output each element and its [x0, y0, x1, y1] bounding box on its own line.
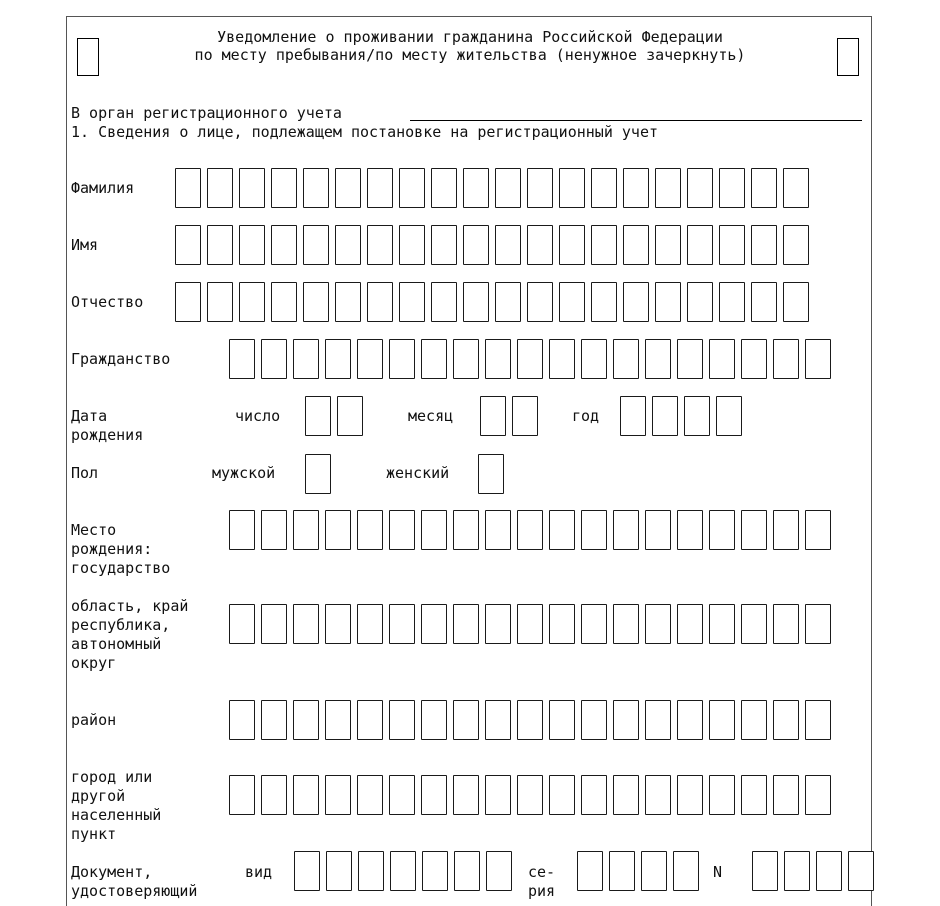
char-cell[interactable]	[293, 700, 319, 740]
char-cell[interactable]	[463, 168, 489, 208]
char-cell[interactable]	[783, 168, 809, 208]
district-boxes[interactable]	[229, 700, 831, 740]
char-cell[interactable]	[613, 775, 639, 815]
city-label-2: другой	[71, 787, 126, 805]
char-cell[interactable]	[175, 282, 201, 322]
char-cell[interactable]	[337, 396, 363, 436]
char-cell[interactable]	[816, 851, 842, 891]
char-cell[interactable]	[326, 851, 352, 891]
patronymic-boxes[interactable]	[175, 282, 809, 322]
char-cell[interactable]	[687, 225, 713, 265]
char-cell[interactable]	[453, 604, 479, 644]
char-cell[interactable]	[623, 282, 649, 322]
char-cell[interactable]	[549, 700, 575, 740]
char-cell[interactable]	[581, 339, 607, 379]
char-cell[interactable]	[783, 282, 809, 322]
char-cell[interactable]	[805, 775, 831, 815]
name-label: Имя	[71, 236, 99, 254]
char-cell[interactable]	[453, 700, 479, 740]
char-cell[interactable]	[421, 510, 447, 550]
sex-female-box[interactable]	[478, 454, 504, 494]
char-cell[interactable]	[655, 168, 681, 208]
patronymic-label: Отчество	[71, 293, 144, 311]
char-cell[interactable]	[709, 339, 735, 379]
char-cell[interactable]	[677, 604, 703, 644]
char-cell[interactable]	[175, 168, 201, 208]
char-cell[interactable]	[207, 168, 233, 208]
sex-female-label: женский	[386, 464, 450, 482]
char-cell[interactable]	[620, 396, 646, 436]
organ-input-line[interactable]	[410, 120, 862, 121]
char-cell[interactable]	[719, 282, 745, 322]
document-series-label-1: се-	[528, 863, 556, 881]
char-cell[interactable]	[421, 604, 447, 644]
char-cell[interactable]	[480, 396, 506, 436]
sex-label: Пол	[71, 464, 99, 482]
citizenship-boxes[interactable]	[229, 339, 831, 379]
char-cell[interactable]	[399, 168, 425, 208]
char-cell[interactable]	[271, 225, 297, 265]
char-cell[interactable]	[175, 225, 201, 265]
sex-male-box[interactable]	[305, 454, 331, 494]
char-cell[interactable]	[399, 225, 425, 265]
char-cell[interactable]	[673, 851, 699, 891]
char-cell[interactable]	[517, 700, 543, 740]
char-cell[interactable]	[784, 851, 810, 891]
char-cell[interactable]	[741, 339, 767, 379]
document-series-label-2: рия	[528, 882, 556, 900]
char-cell[interactable]	[367, 282, 393, 322]
char-cell[interactable]	[357, 700, 383, 740]
char-cell[interactable]	[453, 775, 479, 815]
char-cell[interactable]	[229, 339, 255, 379]
char-cell[interactable]	[677, 700, 703, 740]
char-cell[interactable]	[559, 282, 585, 322]
char-cell[interactable]	[805, 700, 831, 740]
char-cell[interactable]	[591, 282, 617, 322]
char-cell[interactable]	[389, 775, 415, 815]
char-cell[interactable]	[591, 225, 617, 265]
char-cell[interactable]	[623, 225, 649, 265]
char-cell[interactable]	[478, 454, 504, 494]
char-cell[interactable]	[239, 168, 265, 208]
birth-day-label: число	[235, 407, 281, 425]
city-label-3: населенный	[71, 806, 162, 824]
char-cell[interactable]	[591, 168, 617, 208]
document-kind-boxes[interactable]	[294, 851, 512, 891]
organ-label: В орган регистрационного учета	[71, 104, 342, 122]
char-cell[interactable]	[421, 700, 447, 740]
char-cell[interactable]	[773, 339, 799, 379]
char-cell[interactable]	[390, 851, 416, 891]
char-cell[interactable]	[389, 339, 415, 379]
char-cell[interactable]	[357, 775, 383, 815]
birthplace-country-boxes[interactable]	[229, 510, 831, 550]
char-cell[interactable]	[641, 851, 667, 891]
char-cell[interactable]	[495, 225, 521, 265]
char-cell[interactable]	[805, 604, 831, 644]
city-boxes[interactable]	[229, 775, 831, 815]
char-cell[interactable]	[229, 775, 255, 815]
sex-male-label: мужской	[212, 464, 276, 482]
char-cell[interactable]	[805, 510, 831, 550]
char-cell[interactable]	[335, 225, 361, 265]
char-cell[interactable]	[325, 775, 351, 815]
name-boxes[interactable]	[175, 225, 809, 265]
char-cell[interactable]	[229, 510, 255, 550]
char-cell[interactable]	[609, 851, 635, 891]
document-label-1: Документ,	[71, 863, 153, 881]
form-title-line2: по месту пребывания/по месту жительства (ненужное зачеркнуть)	[194, 46, 746, 64]
char-cell[interactable]	[512, 396, 538, 436]
birth-date-label-2: рождения	[71, 426, 144, 444]
char-cell[interactable]	[261, 775, 287, 815]
char-cell[interactable]	[486, 851, 512, 891]
birth-month-label: месяц	[408, 407, 454, 425]
char-cell[interactable]	[261, 604, 287, 644]
char-cell[interactable]	[463, 282, 489, 322]
char-cell[interactable]	[495, 282, 521, 322]
char-cell[interactable]	[581, 604, 607, 644]
char-cell[interactable]	[431, 168, 457, 208]
char-cell[interactable]	[454, 851, 480, 891]
char-cell[interactable]	[645, 339, 671, 379]
section1-title: 1. Сведения о лице, подлежащем постановке на регистрационный учет	[71, 123, 658, 141]
char-cell[interactable]	[655, 282, 681, 322]
document-number-label: N	[713, 863, 723, 881]
char-cell[interactable]	[577, 851, 603, 891]
char-cell[interactable]	[485, 604, 511, 644]
region-label-4: округ	[71, 654, 117, 672]
char-cell[interactable]	[261, 510, 287, 550]
region-label-3: автономный	[71, 635, 162, 653]
char-cell[interactable]	[261, 700, 287, 740]
char-cell[interactable]	[709, 775, 735, 815]
char-cell[interactable]	[207, 282, 233, 322]
char-cell[interactable]	[517, 339, 543, 379]
char-cell[interactable]	[549, 775, 575, 815]
char-cell[interactable]	[325, 510, 351, 550]
char-cell[interactable]	[294, 851, 320, 891]
char-cell[interactable]	[357, 604, 383, 644]
char-cell[interactable]	[293, 775, 319, 815]
char-cell[interactable]	[357, 339, 383, 379]
char-cell[interactable]	[527, 225, 553, 265]
char-cell[interactable]	[805, 339, 831, 379]
char-cell[interactable]	[709, 700, 735, 740]
birthplace-label-3: государство	[71, 559, 171, 577]
char-cell[interactable]	[463, 225, 489, 265]
char-cell[interactable]	[358, 851, 384, 891]
char-cell[interactable]	[207, 225, 233, 265]
char-cell[interactable]	[581, 775, 607, 815]
char-cell[interactable]	[655, 225, 681, 265]
char-cell[interactable]	[716, 396, 742, 436]
char-cell[interactable]	[687, 282, 713, 322]
char-cell[interactable]	[517, 510, 543, 550]
char-cell[interactable]	[741, 604, 767, 644]
city-label-4: пункт	[71, 825, 117, 843]
char-cell[interactable]	[549, 604, 575, 644]
char-cell[interactable]	[709, 510, 735, 550]
char-cell[interactable]	[485, 775, 511, 815]
char-cell[interactable]	[645, 510, 671, 550]
region-label-2: республика,	[71, 616, 171, 634]
char-cell[interactable]	[335, 282, 361, 322]
region-label-1: область, край	[71, 597, 189, 615]
char-cell[interactable]	[293, 510, 319, 550]
char-cell[interactable]	[773, 700, 799, 740]
char-cell[interactable]	[527, 168, 553, 208]
char-cell[interactable]	[677, 775, 703, 815]
char-cell[interactable]	[239, 282, 265, 322]
char-cell[interactable]	[652, 396, 678, 436]
char-cell[interactable]	[613, 700, 639, 740]
char-cell[interactable]	[422, 851, 448, 891]
char-cell[interactable]	[271, 168, 297, 208]
char-cell[interactable]	[421, 775, 447, 815]
char-cell[interactable]	[623, 168, 649, 208]
char-cell[interactable]	[581, 510, 607, 550]
char-cell[interactable]	[687, 168, 713, 208]
char-cell[interactable]	[783, 225, 809, 265]
char-cell[interactable]	[773, 510, 799, 550]
char-cell[interactable]	[751, 168, 777, 208]
char-cell[interactable]	[453, 510, 479, 550]
char-cell[interactable]	[389, 510, 415, 550]
document-number-boxes[interactable]	[752, 851, 874, 891]
document-series-boxes[interactable]	[577, 851, 699, 891]
char-cell[interactable]	[773, 775, 799, 815]
char-cell[interactable]	[517, 775, 543, 815]
char-cell[interactable]	[719, 225, 745, 265]
char-cell[interactable]	[517, 604, 543, 644]
char-cell[interactable]	[271, 282, 297, 322]
district-label: район	[71, 711, 117, 729]
form-title-line1: Уведомление о проживании гражданина Российской Федерации	[217, 28, 723, 46]
surname-boxes[interactable]	[175, 168, 809, 208]
region-boxes[interactable]	[229, 604, 831, 644]
char-cell[interactable]	[335, 168, 361, 208]
char-cell[interactable]	[684, 396, 710, 436]
birthplace-label-2: рождения:	[71, 540, 153, 558]
char-cell[interactable]	[719, 168, 745, 208]
char-cell[interactable]	[559, 225, 585, 265]
char-cell[interactable]	[453, 339, 479, 379]
form-frame	[66, 16, 872, 906]
char-cell[interactable]	[357, 510, 383, 550]
citizenship-label: Гражданство	[71, 350, 171, 368]
birth-date-label-1: Дата	[71, 407, 108, 425]
char-cell[interactable]	[677, 510, 703, 550]
char-cell[interactable]	[431, 282, 457, 322]
char-cell[interactable]	[773, 604, 799, 644]
char-cell[interactable]	[559, 168, 585, 208]
char-cell[interactable]	[549, 510, 575, 550]
char-cell[interactable]	[303, 168, 329, 208]
city-label-1: город или	[71, 768, 153, 786]
char-cell[interactable]	[293, 604, 319, 644]
char-cell[interactable]	[431, 225, 457, 265]
char-cell[interactable]	[613, 604, 639, 644]
char-cell[interactable]	[325, 339, 351, 379]
char-cell[interactable]	[421, 339, 447, 379]
char-cell[interactable]	[645, 604, 671, 644]
char-cell[interactable]	[389, 604, 415, 644]
char-cell[interactable]	[229, 604, 255, 644]
char-cell[interactable]	[741, 700, 767, 740]
char-cell[interactable]	[261, 339, 287, 379]
char-cell[interactable]	[399, 282, 425, 322]
char-cell[interactable]	[485, 339, 511, 379]
char-cell[interactable]	[293, 339, 319, 379]
char-cell[interactable]	[613, 339, 639, 379]
char-cell[interactable]	[645, 775, 671, 815]
char-cell[interactable]	[549, 339, 575, 379]
char-cell[interactable]	[677, 339, 703, 379]
birth-year-boxes[interactable]	[620, 396, 742, 436]
birthplace-label-1: Место	[71, 521, 117, 539]
char-cell[interactable]	[527, 282, 553, 322]
char-cell[interactable]	[305, 396, 331, 436]
char-cell[interactable]	[325, 700, 351, 740]
char-cell[interactable]	[325, 604, 351, 644]
char-cell[interactable]	[367, 168, 393, 208]
char-cell[interactable]	[485, 510, 511, 550]
char-cell[interactable]	[229, 700, 255, 740]
document-label-2: удостоверяющий	[71, 882, 198, 900]
birth-day-boxes[interactable]	[305, 396, 363, 436]
char-cell[interactable]	[741, 775, 767, 815]
char-cell[interactable]	[495, 168, 521, 208]
birth-year-label: год	[572, 407, 600, 425]
char-cell[interactable]	[645, 700, 671, 740]
char-cell[interactable]	[367, 225, 393, 265]
char-cell[interactable]	[305, 454, 331, 494]
birth-month-boxes[interactable]	[480, 396, 538, 436]
char-cell[interactable]	[389, 700, 415, 740]
char-cell[interactable]	[303, 225, 329, 265]
char-cell[interactable]	[485, 700, 511, 740]
char-cell[interactable]	[709, 604, 735, 644]
char-cell[interactable]	[751, 225, 777, 265]
char-cell[interactable]	[741, 510, 767, 550]
char-cell[interactable]	[303, 282, 329, 322]
char-cell[interactable]	[239, 225, 265, 265]
surname-label: Фамилия	[71, 179, 135, 197]
char-cell[interactable]	[751, 282, 777, 322]
char-cell[interactable]	[752, 851, 778, 891]
char-cell[interactable]	[613, 510, 639, 550]
document-kind-label: вид	[245, 863, 273, 881]
char-cell[interactable]	[848, 851, 874, 891]
char-cell[interactable]	[581, 700, 607, 740]
